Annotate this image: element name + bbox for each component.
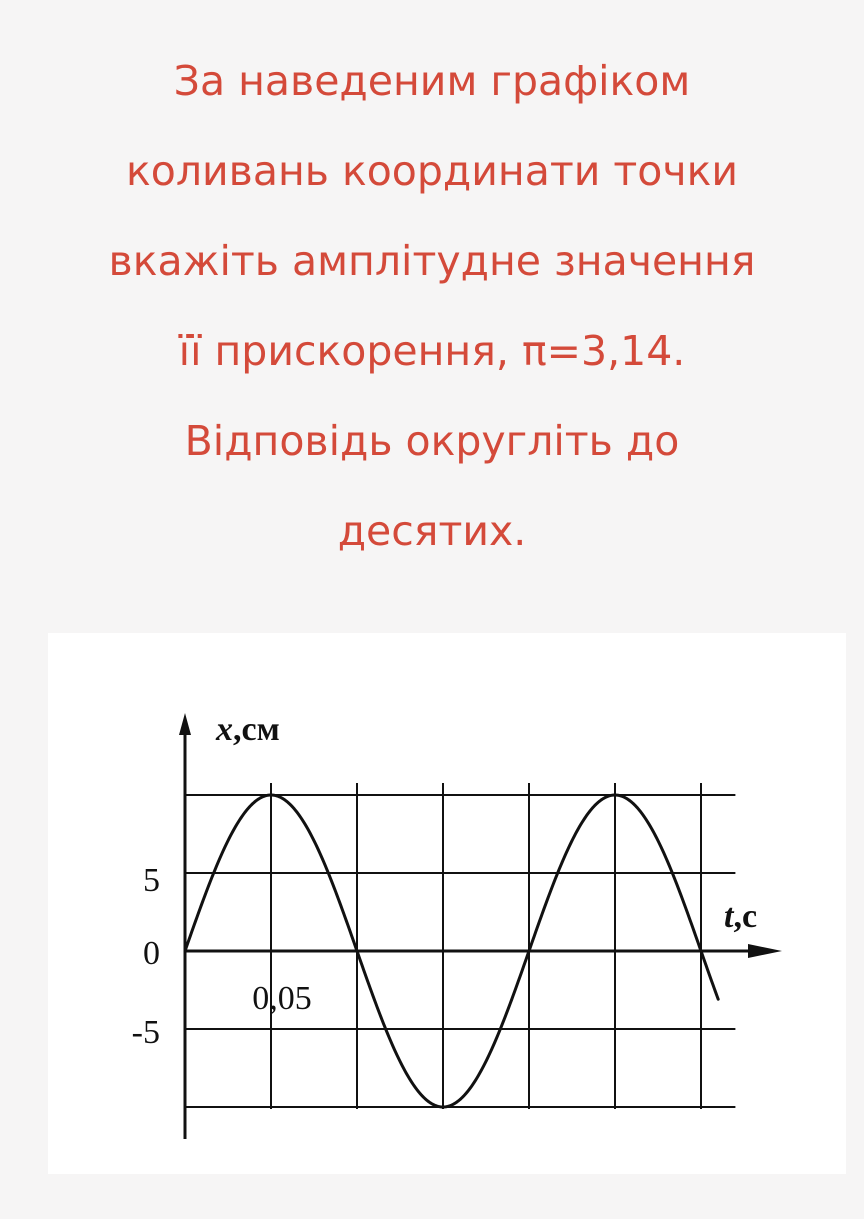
- x-axis-arrow-icon: [748, 944, 782, 958]
- y-tick-label: -5: [131, 1014, 160, 1051]
- question-line: За наведеним графіком: [173, 57, 691, 105]
- y-axis-arrow-icon: [179, 713, 191, 735]
- y-tick-label: 0: [143, 935, 160, 972]
- question-line: коливань координати точки: [125, 147, 739, 195]
- oscillation-chart: [48, 633, 846, 1174]
- question-line: її прискорення, π=3,14.: [178, 327, 686, 375]
- x-tick-label: 0,05: [252, 980, 312, 1017]
- question-line: вкажіть амплітудне значення: [108, 237, 756, 285]
- y-axis-unit: ,см: [233, 711, 280, 748]
- x-axis-variable: t: [724, 898, 734, 935]
- question-line: десятих.: [337, 507, 527, 555]
- y-axis-label: [215, 711, 280, 748]
- question-line: Відповідь округліть до: [184, 417, 680, 465]
- question-text: [30, 36, 834, 576]
- y-tick-label: 5: [143, 862, 160, 899]
- x-axis-label: [724, 898, 757, 935]
- oscillation-graph-figure: [48, 633, 846, 1174]
- x-axis-unit: ,c: [733, 898, 758, 935]
- y-axis-variable: x: [216, 711, 233, 748]
